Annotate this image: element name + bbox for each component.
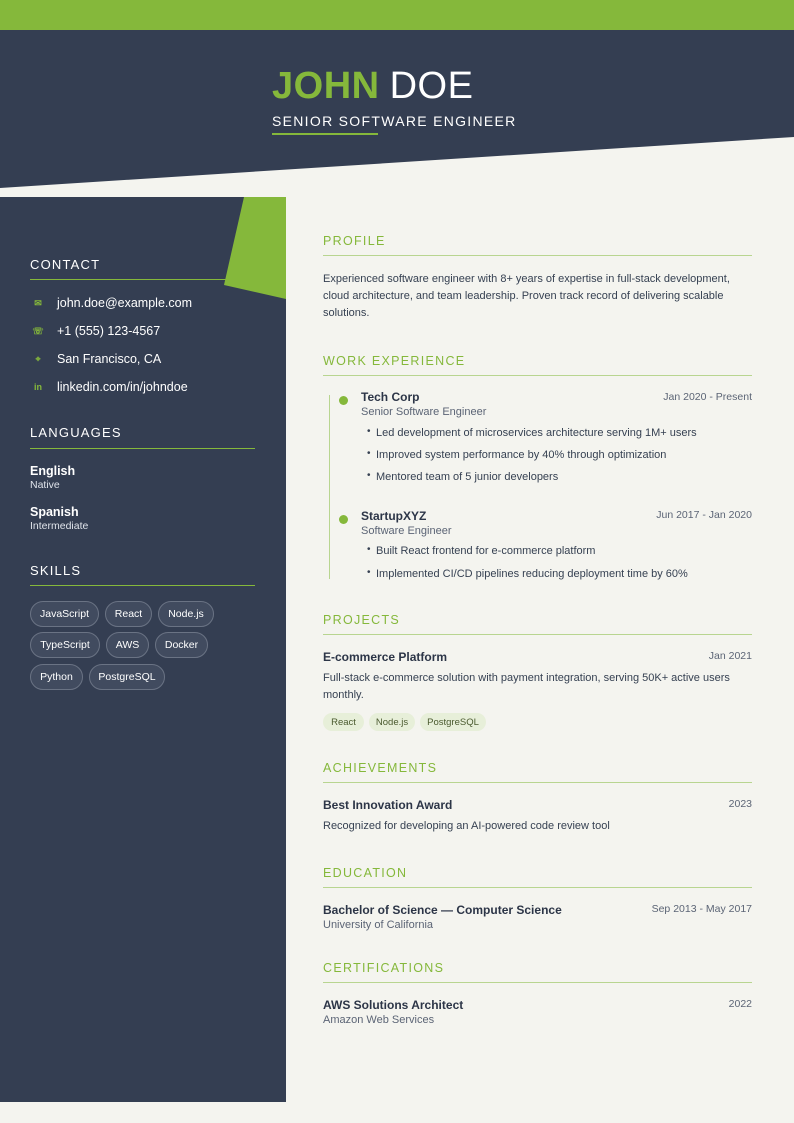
- job-role: Senior Software Engineer: [361, 406, 487, 418]
- job-company: Tech Corp: [361, 390, 420, 404]
- title-underline: [272, 133, 378, 135]
- project-name: E-commerce Platform: [323, 650, 448, 664]
- job-company: StartupXYZ: [361, 509, 427, 523]
- language-name: Spanish: [30, 505, 79, 519]
- education-rule: [323, 887, 752, 888]
- contact-heading: CONTACT: [30, 257, 101, 272]
- job-bullet: • Mentored team of 5 junior developers: [367, 471, 558, 483]
- timeline-dot: [339, 396, 348, 405]
- timeline-line: [329, 395, 330, 579]
- phone-text: +1 (555) 123-4567: [57, 324, 161, 338]
- skill-chip: Python: [30, 664, 83, 690]
- experience-heading: WORK EXPERIENCE: [323, 354, 466, 368]
- education-dates: Sep 2013 - May 2017: [651, 903, 752, 915]
- location-text: San Francisco, CA: [57, 352, 162, 366]
- language-level: Intermediate: [30, 520, 89, 532]
- achievements-rule: [323, 782, 752, 783]
- job-bullet: • Implemented CI/CD pipelines reducing deployment time by 60%: [367, 568, 688, 580]
- contact-rule: [30, 279, 255, 280]
- timeline-dot: [339, 515, 348, 524]
- certification-date: 2022: [728, 998, 752, 1010]
- project-tag: PostgreSQL: [420, 713, 486, 731]
- job-bullet: • Led development of microservices architecture serving 1M+ users: [367, 427, 697, 439]
- projects-rule: [323, 634, 752, 635]
- linkedin-text: linkedin.com/in/johndoe: [57, 380, 188, 394]
- name-heading: [272, 66, 473, 106]
- location-icon: ⌖: [35, 353, 41, 364]
- achievement-description: Recognized for developing an AI-powered code review tool: [323, 820, 610, 832]
- languages-heading: LANGUAGES: [30, 425, 122, 440]
- job-bullet: • Built React frontend for e-commerce platform: [367, 545, 595, 557]
- skills-rule: [30, 585, 255, 586]
- profile-rule: [323, 255, 752, 256]
- language-level: Native: [30, 479, 60, 491]
- profile-heading: PROFILE: [323, 234, 386, 248]
- sidebar-accent-shape: [224, 197, 286, 299]
- skill-chip: React: [105, 601, 152, 627]
- project-date: Jan 2021: [708, 650, 752, 662]
- project-tag: Node.js: [369, 713, 415, 731]
- linkedin-icon: in: [34, 382, 42, 392]
- projects-heading: PROJECTS: [323, 613, 401, 627]
- phone-icon: ☏: [32, 325, 44, 336]
- job-title: SENIOR SOFTWARE ENGINEER: [272, 113, 517, 129]
- project-tag: React: [323, 713, 364, 731]
- contact-linkedin[interactable]: [30, 377, 188, 397]
- achievement-name: Best Innovation Award: [323, 798, 453, 812]
- achievements-heading: ACHIEVEMENTS: [323, 761, 438, 775]
- job-role: Software Engineer: [361, 525, 452, 537]
- contact-phone[interactable]: [30, 321, 160, 341]
- top-accent-bar: [0, 0, 794, 30]
- email-text: john.doe@example.com: [57, 296, 192, 310]
- education-school: University of California: [323, 919, 434, 931]
- certifications-heading: CERTIFICATIONS: [323, 961, 445, 975]
- certifications-rule: [323, 982, 752, 983]
- email-icon: ✉: [34, 297, 42, 308]
- skills-heading: SKILLS: [30, 563, 82, 578]
- achievement-date: 2023: [728, 798, 752, 810]
- skill-chip: Node.js: [158, 601, 214, 627]
- contact-email[interactable]: [30, 293, 192, 313]
- education-heading: EDUCATION: [323, 866, 408, 880]
- certification-name: AWS Solutions Architect: [323, 998, 464, 1012]
- skill-chip: JavaScript: [30, 601, 99, 627]
- profile-text: Experienced software engineer with 8+ years of expertise in full-stack development, cloud architecture, and team leadership. Proven track record of delivering scalable solutions.: [323, 273, 730, 319]
- language-name: English: [30, 464, 76, 478]
- first-name: JOHN: [272, 65, 380, 107]
- project-description: Full-stack e-commerce solution with payment integration, serving 50K+ active users monthly.: [323, 672, 730, 701]
- job-dates: Jun 2017 - Jan 2020: [656, 509, 752, 521]
- skill-chip: Docker: [155, 632, 208, 658]
- certification-issuer: Amazon Web Services: [323, 1014, 435, 1026]
- job-dates: Jan 2020 - Present: [663, 391, 752, 403]
- skill-chip: PostgreSQL: [89, 664, 165, 690]
- contact-location: [30, 349, 161, 369]
- job-bullet: • Improved system performance by 40% through optimization: [367, 449, 666, 461]
- education-degree: Bachelor of Science — Computer Science: [323, 903, 562, 917]
- skill-chip: AWS: [106, 632, 149, 658]
- languages-rule: [30, 448, 255, 449]
- skill-chip: TypeScript: [30, 632, 100, 658]
- experience-rule: [323, 375, 752, 376]
- last-name: DOE: [389, 65, 474, 107]
